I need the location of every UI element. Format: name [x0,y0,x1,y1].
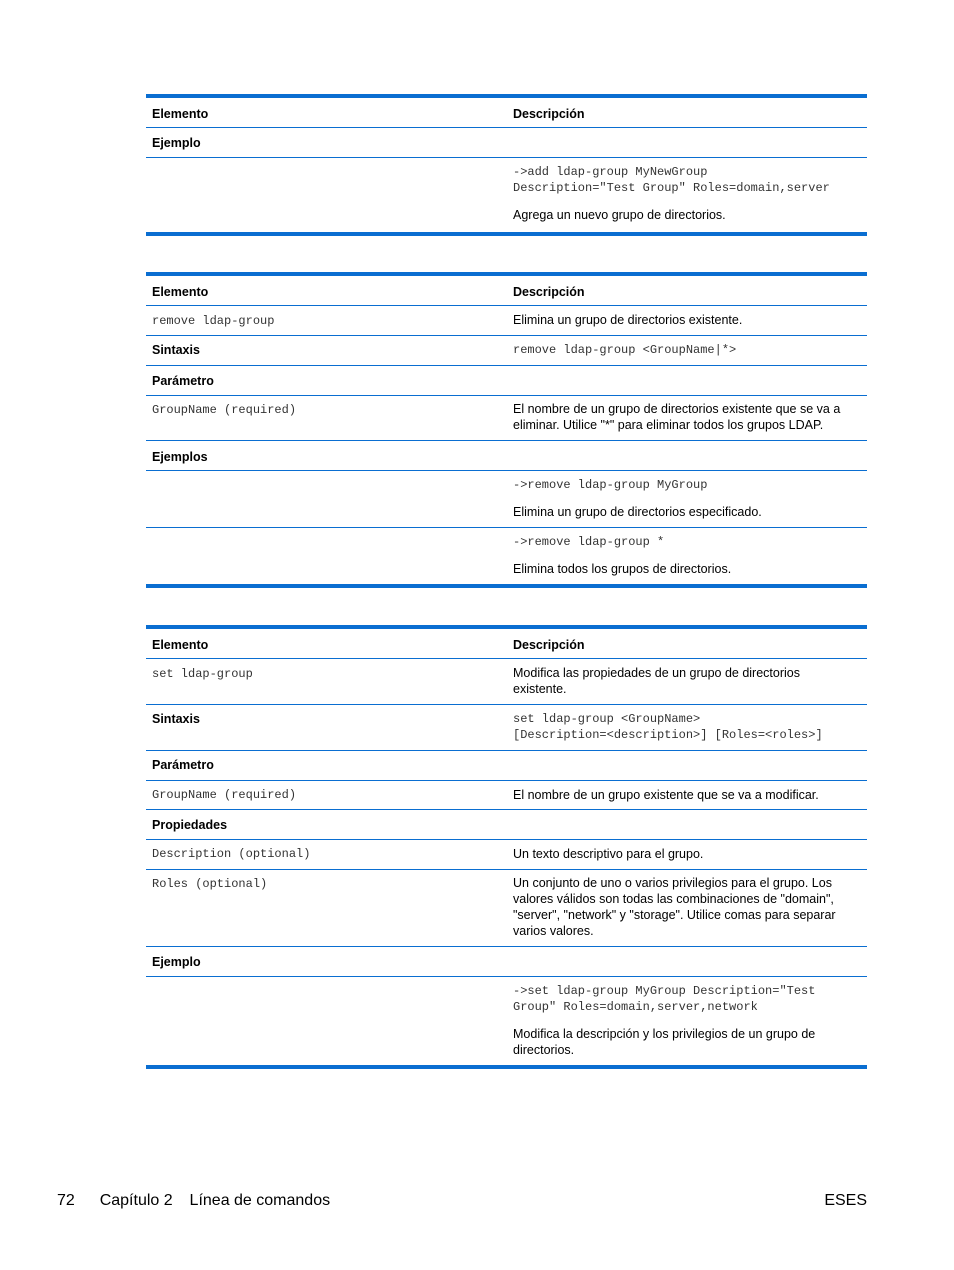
table-row [146,781,867,810]
row-label-sintaxis: Sintaxis [152,343,200,357]
property-name: Roles (optional) [152,877,268,891]
page-footer-left [57,1191,330,1211]
table-row [146,471,867,528]
row-label-sintaxis: Sintaxis [152,712,200,726]
chapter-label: Capítulo 2 [99,1192,173,1209]
table-row [146,840,867,870]
table-row [146,870,867,947]
parameter-description-line: El nombre de un grupo de directorios existente que se va a [513,402,841,416]
table-row [146,705,867,751]
table-row [146,977,867,1065]
header-descripcion: Descripción [513,285,585,299]
table-row [146,128,867,158]
add-ldap-group-example-table [146,94,867,236]
table-row [146,810,867,840]
syntax-code: remove ldap-group <GroupName|*> [513,343,737,357]
table-header-row [146,629,867,659]
example-description-line: Modifica la descripción y los privilegios de un grupo de [513,1027,816,1041]
table-bottom-rule [146,232,867,236]
example-description: Elimina todos los grupos de directorios. [513,562,732,576]
table-row [146,396,867,441]
table-row [146,528,867,584]
table-row [146,659,867,705]
command-description-line: Modifica las propiedades de un grupo de directorios [513,666,800,680]
row-label-ejemplos: Ejemplos [152,450,208,464]
row-label-ejemplo: Ejemplo [152,136,201,150]
parameter-name: GroupName (required) [152,788,297,802]
example-code-line: Description="Test Group" Roles=domain,server [513,181,830,195]
locale-code: ESES [824,1192,867,1209]
property-description-line: valores válidos son todas las combinaciones de "domain", [513,892,834,906]
example-code-line: Group" Roles=domain,server,network [513,1000,758,1014]
table-row [146,158,867,232]
example-code-line: ->remove ldap-group MyGroup [513,478,708,492]
table-bottom-rule [146,1065,867,1069]
example-code-line: ->add ldap-group MyNewGroup [513,165,708,179]
table-row [146,947,867,977]
parameter-description: El nombre de un grupo existente que se va a modificar. [513,788,819,802]
syntax-code-line: [Description=<description>] [Roles=<roles>] [513,728,823,742]
property-description: Un texto descriptivo para el grupo. [513,847,704,861]
table-row [146,306,867,336]
example-description: Elimina un grupo de directorios especificado. [513,505,762,519]
command-name: set ldap-group [152,667,253,681]
command-description-line: existente. [513,682,567,696]
row-label-propiedades: Propiedades [152,818,228,832]
page-number: 72 [57,1192,75,1209]
header-elemento: Elemento [152,638,209,652]
property-description-line: "server", "network" y "storage". Utilice comas para separar [513,908,836,922]
set-ldap-group-table [146,625,867,1069]
table-bottom-rule [146,584,867,588]
header-descripcion: Descripción [513,107,585,121]
property-description-line: Un conjunto de uno o varios privilegios para el grupo. Los [513,876,832,890]
example-code-line: ->set ldap-group MyGroup Description="Test [513,984,816,998]
remove-ldap-group-table [146,272,867,588]
example-description-line: directorios. [513,1043,575,1057]
row-label-parametro: Parámetro [152,758,214,772]
parameter-name: GroupName (required) [152,403,297,417]
syntax-code-line: set ldap-group <GroupName> [513,712,701,726]
example-description: Agrega un nuevo grupo de directorios. [513,208,726,222]
table-header-row [146,98,867,128]
example-code-line: ->remove ldap-group * [513,535,665,549]
table-row [146,441,867,471]
header-elemento: Elemento [152,285,209,299]
table-row [146,366,867,396]
command-description: Elimina un grupo de directorios existente. [513,313,743,327]
property-description-line: varios valores. [513,924,594,938]
header-elemento: Elemento [152,107,209,121]
header-descripcion: Descripción [513,638,585,652]
parameter-description-line: eliminar. Utilice "*" para eliminar todos los grupos LDAP. [513,418,824,432]
table-row [146,336,867,366]
property-name: Description (optional) [152,847,311,861]
chapter-title: Línea de comandos [189,1192,331,1209]
table-header-row [146,276,867,306]
row-label-parametro: Parámetro [152,374,214,388]
row-label-ejemplo: Ejemplo [152,955,201,969]
command-name: remove ldap-group [152,314,275,328]
table-row [146,751,867,781]
